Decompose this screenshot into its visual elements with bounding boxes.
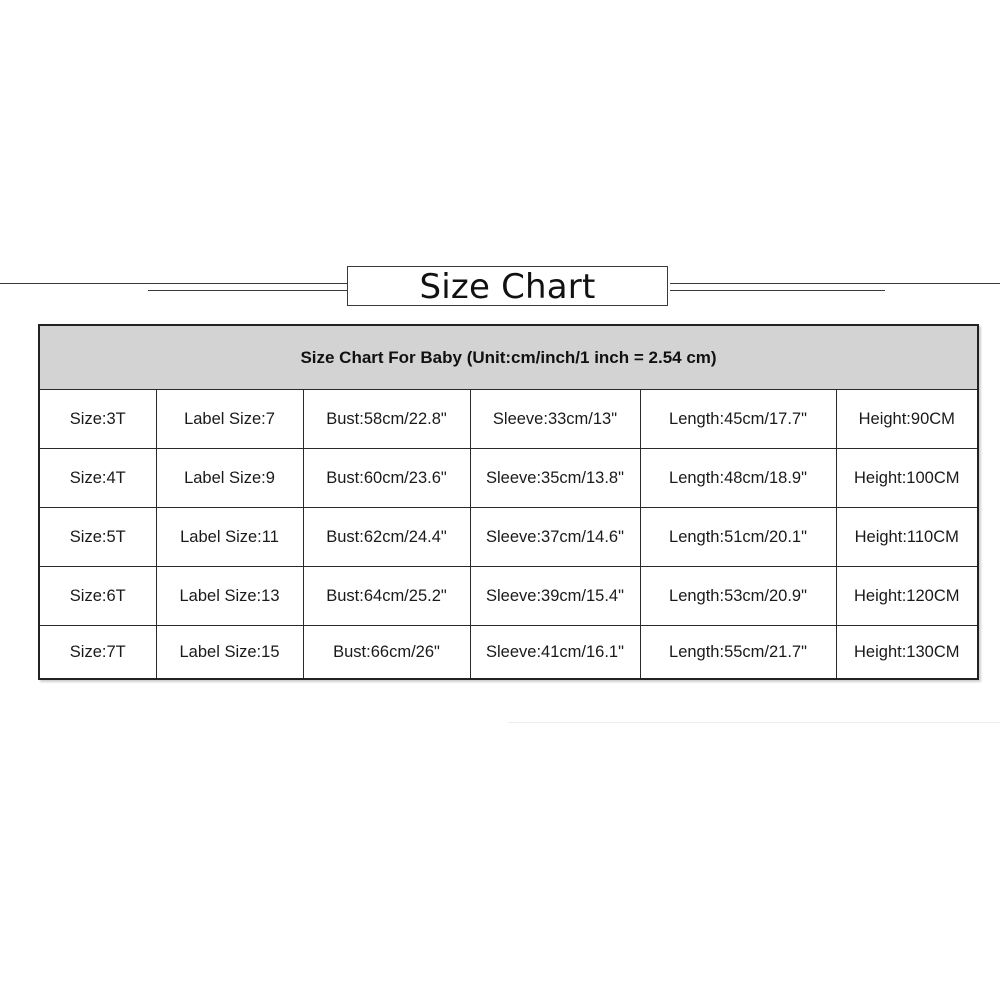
size-cell: Size:3T <box>39 390 156 449</box>
length-cell: Length:45cm/17.7" <box>640 390 836 449</box>
length-cell: Length:55cm/21.7" <box>640 626 836 680</box>
table-caption: Size Chart For Baby (Unit:cm/inch/1 inch = 2.54 cm) <box>39 325 978 390</box>
title-rule-left-outer <box>0 283 347 284</box>
table-caption-row <box>39 325 978 390</box>
sleeve-cell: Sleeve:37cm/14.6" <box>470 508 640 567</box>
size-cell: Size:6T <box>39 567 156 626</box>
label-size-cell: Label Size:9 <box>156 449 303 508</box>
sleeve-cell: Sleeve:35cm/13.8" <box>470 449 640 508</box>
label-size-cell: Label Size:11 <box>156 508 303 567</box>
table-row <box>39 626 978 680</box>
height-cell: Height:110CM <box>836 508 978 567</box>
bust-cell: Bust:58cm/22.8" <box>303 390 470 449</box>
bottom-divider <box>508 722 1000 723</box>
height-cell: Height:90CM <box>836 390 978 449</box>
size-cell: Size:4T <box>39 449 156 508</box>
length-cell: Length:51cm/20.1" <box>640 508 836 567</box>
label-size-cell: Label Size:15 <box>156 626 303 680</box>
size-chart-body <box>39 325 978 679</box>
bust-cell: Bust:60cm/23.6" <box>303 449 470 508</box>
size-chart-table <box>38 324 979 680</box>
table-row <box>39 508 978 567</box>
height-cell: Height:100CM <box>836 449 978 508</box>
sleeve-cell: Sleeve:39cm/15.4" <box>470 567 640 626</box>
size-cell: Size:5T <box>39 508 156 567</box>
bust-cell: Bust:62cm/24.4" <box>303 508 470 567</box>
label-size-cell: Label Size:13 <box>156 567 303 626</box>
bust-cell: Bust:64cm/25.2" <box>303 567 470 626</box>
sleeve-cell: Sleeve:41cm/16.1" <box>470 626 640 680</box>
page-title: Size Chart <box>419 267 596 307</box>
table-row <box>39 449 978 508</box>
size-cell: Size:7T <box>39 626 156 680</box>
title-rule-right-inner <box>670 290 885 291</box>
height-cell: Height:120CM <box>836 567 978 626</box>
title-rule-left-inner <box>148 290 347 291</box>
bust-cell: Bust:66cm/26" <box>303 626 470 680</box>
length-cell: Length:48cm/18.9" <box>640 449 836 508</box>
title-box <box>347 266 668 306</box>
length-cell: Length:53cm/20.9" <box>640 567 836 626</box>
height-cell: Height:130CM <box>836 626 978 680</box>
sleeve-cell: Sleeve:33cm/13" <box>470 390 640 449</box>
table-row <box>39 390 978 449</box>
title-rule-right-outer <box>670 283 1000 284</box>
label-size-cell: Label Size:7 <box>156 390 303 449</box>
table-row <box>39 567 978 626</box>
